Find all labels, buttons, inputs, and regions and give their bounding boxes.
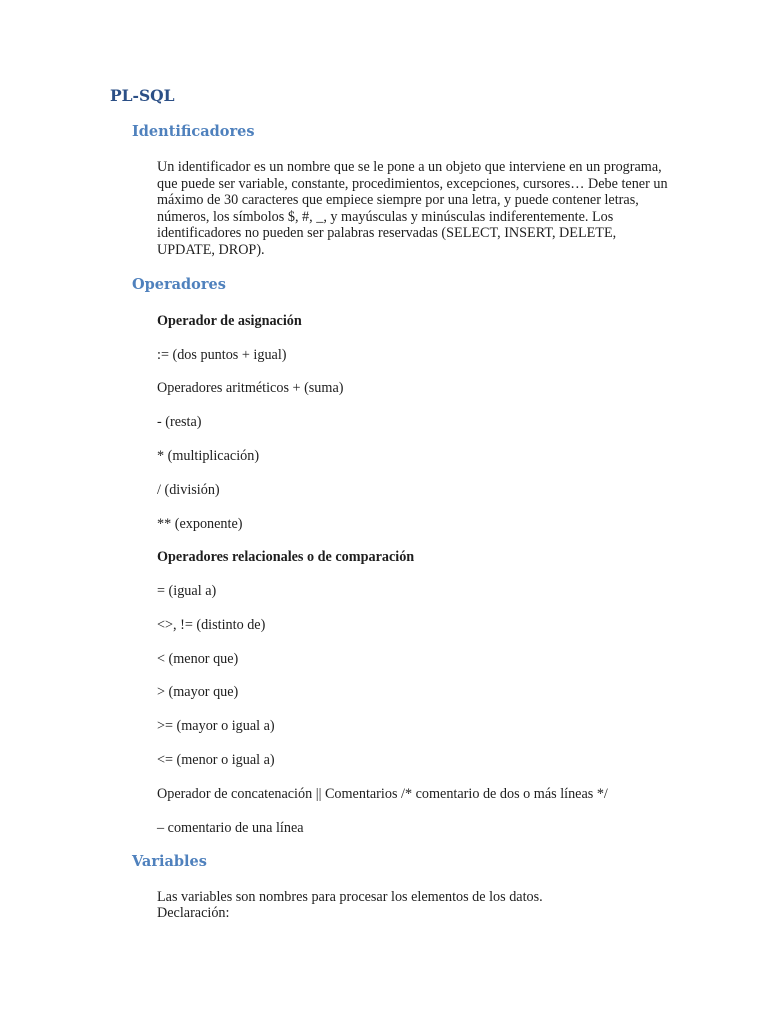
operador-division-line: / (división) [157,482,220,498]
heading-identificadores: Identificadores [132,123,255,140]
operador-multiplicacion-line: * (multiplicación) [157,448,260,464]
operador-asignacion-line: := (dos puntos + igual) [157,347,287,363]
heading-variables: Variables [132,853,207,870]
document-title: PL-SQL [110,86,175,105]
operador-menor-igual-line: <= (menor o igual a) [157,752,275,768]
identificadores-paragraph: Un identificador es un nombre que se le pone a un objeto que interviene en un programa, que puede ser variable, constante, procedimientos, excepciones, cursores… Debe tener un máximo de 30 caracteres que empiece siempre por una letra, y puede contener letras, números, los símbolos $, #, _, y mayúsculas y minúsculas indiferentemente. Los identificadores no pueden ser palabras reservadas (SELECT, INSERT, DELETE, UPDATE, DROP). [157,159,668,258]
operador-asignacion-title: Operador de asignación [157,313,302,329]
operador-concatenacion-line: Operador de concatenación || Comentarios /* comentario de dos o más líneas */ [157,786,608,802]
operador-mayor-igual-line: >= (mayor o igual a) [157,718,275,734]
heading-operadores: Operadores [132,276,226,293]
operador-mayor-line: > (mayor que) [157,684,239,700]
operadores-relacionales-title: Operadores relacionales o de comparación [157,549,415,565]
operador-menor-line: < (menor que) [157,651,239,667]
operador-igual-line: = (igual a) [157,583,217,599]
variables-line-1: Las variables son nombres para procesar los elementos de los datos. [157,889,543,905]
comentario-linea-line: – comentario de una línea [157,820,304,836]
operador-exponente-line: ** (exponente) [157,516,243,532]
operador-distinto-line: <>, != (distinto de) [157,617,266,633]
variables-line-2: Declaración: [157,905,230,921]
operadores-aritmeticos-line: Operadores aritméticos + (suma) [157,380,344,396]
operador-resta-line: - (resta) [157,414,202,430]
